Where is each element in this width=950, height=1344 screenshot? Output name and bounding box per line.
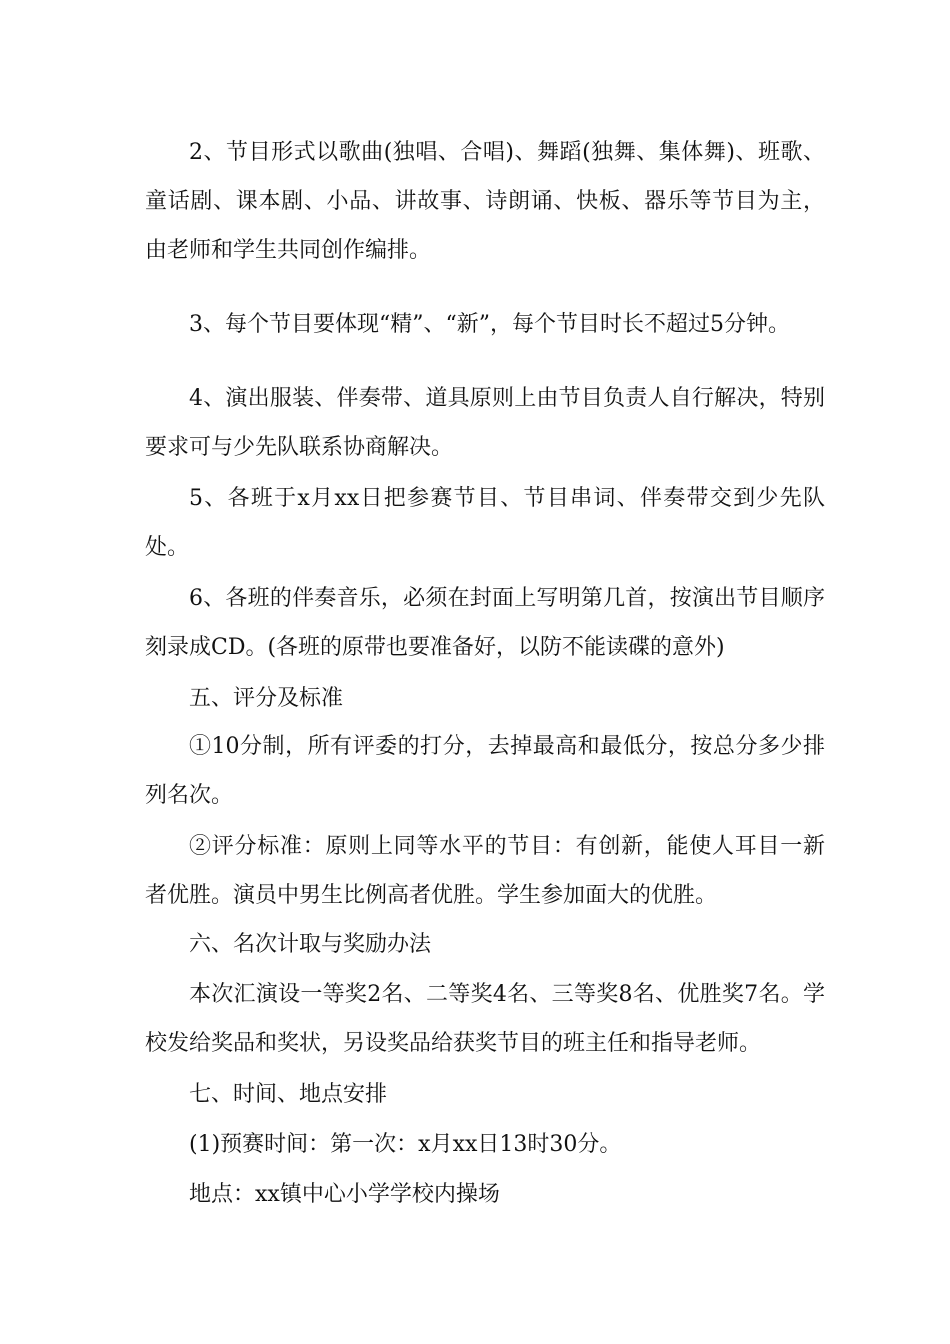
paragraph-music: 6、各班的伴奏音乐，必须在封面上写明第几首，按演出节目顺序刻录成CD。(各班的原带也要准备好，以防不能读碟的意外) bbox=[145, 586, 825, 660]
paragraph-submission: 5、各班于x月xx日把参赛节目、节目串词、伴奏带交到少先队处。 bbox=[145, 486, 825, 560]
heading-schedule: 七、时间、地点安排 bbox=[189, 1082, 388, 1107]
paragraph-preliminary-time: (1)预赛时间：第一次：x月xx日13时30分。 bbox=[189, 1132, 622, 1157]
paragraph-location: 地点：xx镇中心小学学校内操场 bbox=[189, 1182, 500, 1207]
paragraph-costumes: 4、演出服装、伴奏带、道具原则上由节目负责人自行解决，特别要求可与少先队联系协商解决。 bbox=[145, 386, 825, 460]
paragraph-program-forms: 2、节目形式以歌曲(独唱、合唱)、舞蹈(独舞、集体舞)、班歌、童话剧、课本剧、小品、讲故事、诗朗诵、快板、器乐等节目为主，由老师和学生共同创作编排。 bbox=[145, 140, 825, 263]
paragraph-scoring-system: ①10分制，所有评委的打分，去掉最高和最低分，按总分多少排列名次。 bbox=[145, 734, 825, 808]
paragraph-scoring-criteria: ②评分标准：原则上同等水平的节目：有创新，能使人耳目一新者优胜。演员中男生比例高者优胜。学生参加面大的优胜。 bbox=[145, 834, 825, 908]
heading-awards: 六、名次计取与奖励办法 bbox=[189, 932, 432, 957]
heading-scoring: 五、评分及标准 bbox=[189, 686, 344, 711]
paragraph-awards: 本次汇演设一等奖2名、二等奖4名、三等奖8名、优胜奖7名。学校发给奖品和奖状，另设奖品给获奖节目的班主任和指导老师。 bbox=[145, 982, 825, 1056]
paragraph-program-duration: 3、每个节目要体现“精”、“新”，每个节目时长不超过5分钟。 bbox=[189, 312, 790, 337]
